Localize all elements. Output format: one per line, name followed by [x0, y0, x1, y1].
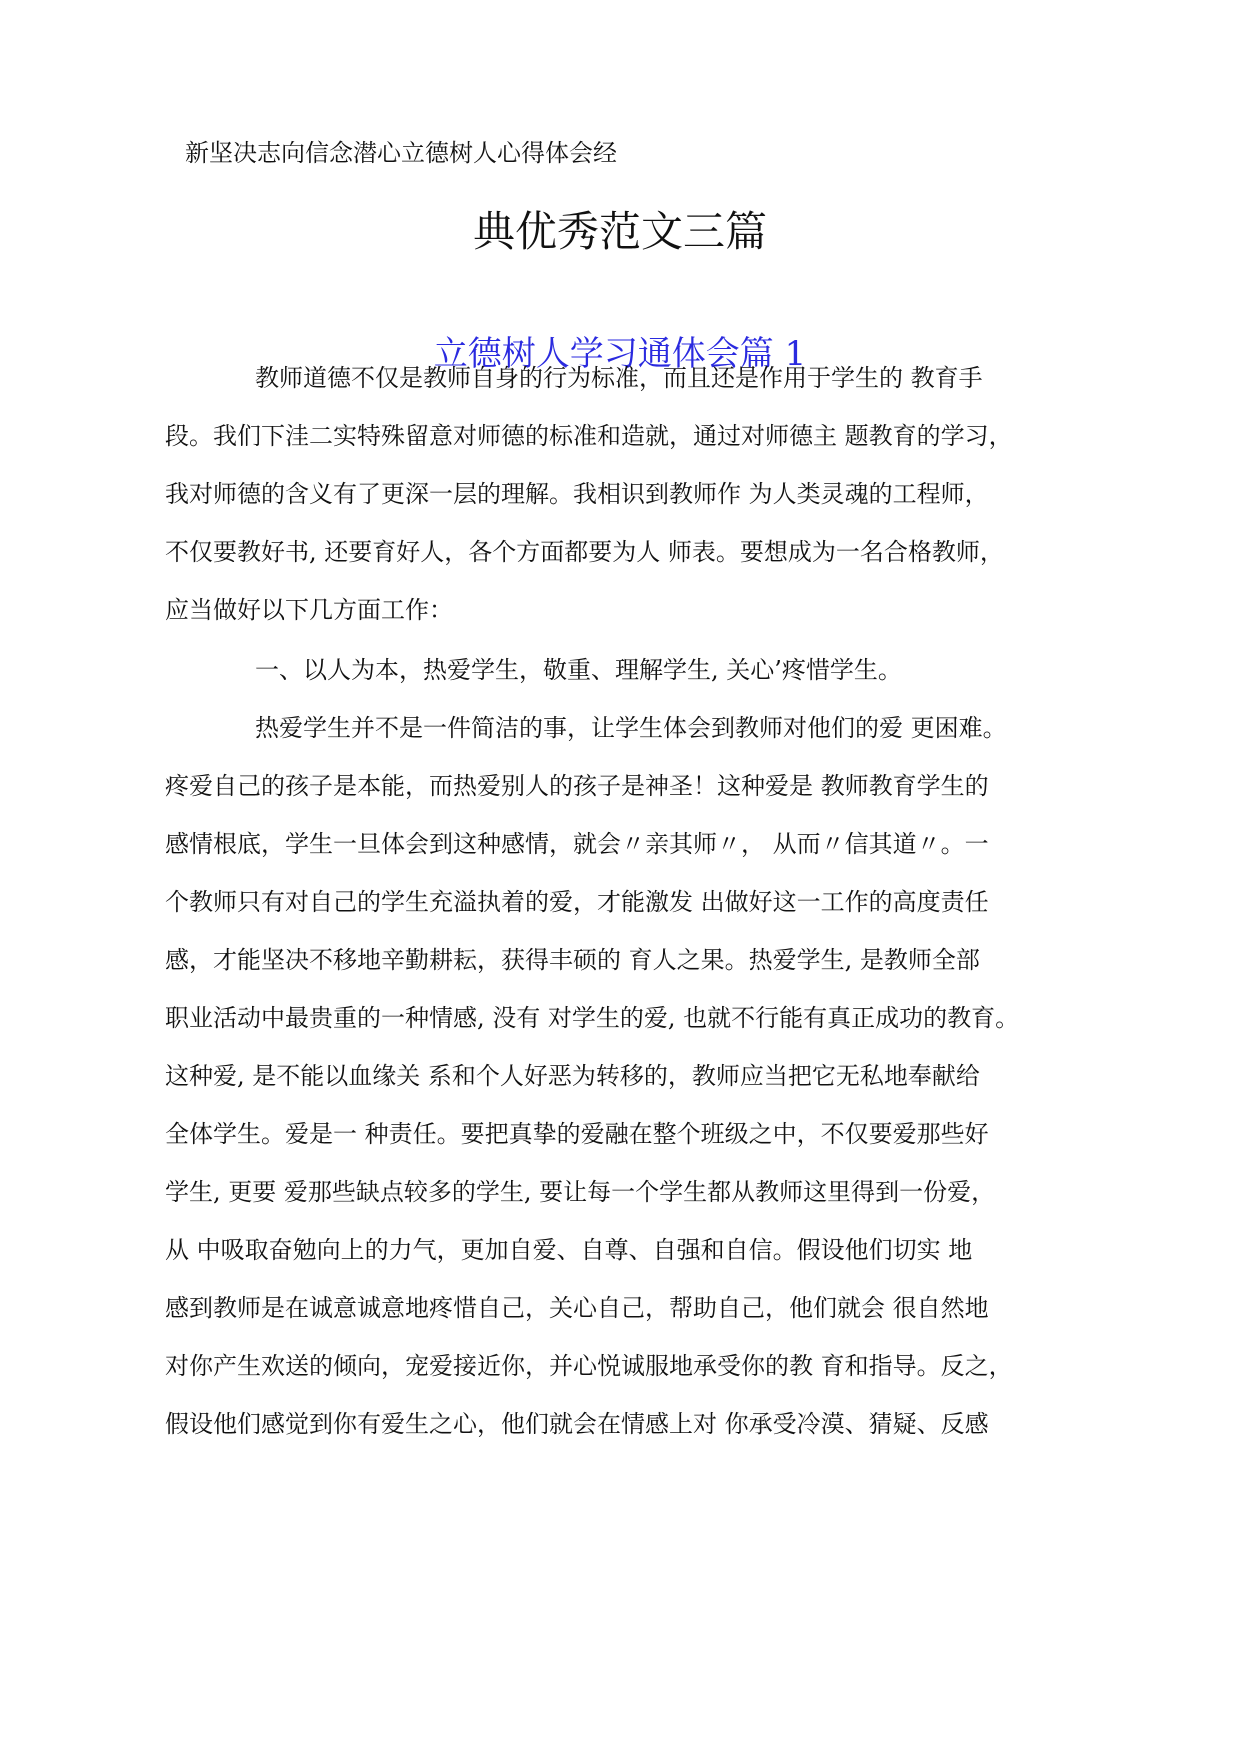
body-line: 热爱学生并不是一件简洁的事，让学生体会到教师对他们的爱 更困难。	[255, 714, 1007, 742]
body-line: 不仅要教好书, 还要育好人，各个方面都要为人 师表。要想成为一名合格教师，	[165, 538, 1004, 566]
body-line: 段。我们下洼二实特殊留意对师德的标准和造就，通过对师德主 题教育的学习，	[165, 422, 1013, 450]
body-line: 对你产生欢送的倾向，宠爱接近你，并心悦诚服地承受你的教 育和指导。反之，	[165, 1352, 1013, 1380]
body-line: 全体学生。爱是一 种责任。要把真挚的爱融在整个班级之中，不仅要爱那些好	[165, 1120, 989, 1148]
document-title-line-2: 典优秀范文三篇	[472, 207, 767, 256]
section-heading: 立德树人学习通体会篇 1	[433, 334, 807, 374]
body-line: 个教师只有对自己的学生充溢执着的爱，才能激发 出做好这一工作的高度责任	[165, 888, 989, 916]
body-line: 教师道德不仅是教师自身的行为标准，而且还是作用于学生的 教育手	[255, 364, 983, 392]
body-line: 感，才能坚决不移地辛勤耕耘，获得丰硕的 育人之果。热爱学生, 是教师全部	[165, 946, 980, 974]
body-line: 我对师德的含义有了更深一层的理解。我相识到教师作 为人类灵魂的工程师，	[165, 480, 989, 508]
body-line: 疼爱自己的孩子是本能，而热爱别人的孩子是神圣！这种爱是 教师教育学生的	[165, 772, 989, 800]
body-line: 学生, 更要 爱那些缺点较多的学生, 要让每一个学生都从教师这里得到一份爱，	[165, 1178, 996, 1206]
document-title-line-1: 新坚决志向信念潜心立德树人心得体会经	[185, 139, 617, 167]
body-line: 感情根底，学生一旦体会到这种感情，就会〃亲其师〃， 从而〃信其道〃。一	[165, 830, 989, 858]
body-line: 应当做好以下几方面工作：	[165, 596, 453, 624]
body-line: 职业活动中最贵重的一种情感, 没有 对学生的爱, 也就不行能有真正成功的教育。	[165, 1004, 1020, 1032]
body-line: 假设他们感觉到你有爱生之心，他们就会在情感上对 你承受冷漠、猜疑、反感	[165, 1410, 989, 1438]
body-line: 这种爱, 是不能以血缘关 系和个人好恶为转移的，教师应当把它无私地奉献给	[165, 1062, 980, 1090]
body-line: 从 中吸取奋勉向上的力气，更加自爱、自尊、自强和自信。假设他们切实 地	[165, 1236, 973, 1264]
body-line: 一、以人为本，热爱学生，敬重、理解学生, 关心’疼惜学生。	[255, 656, 902, 684]
body-line: 感到教师是在诚意诚意地疼惜自己，关心自己，帮助自己，他们就会 很自然地	[165, 1294, 989, 1322]
